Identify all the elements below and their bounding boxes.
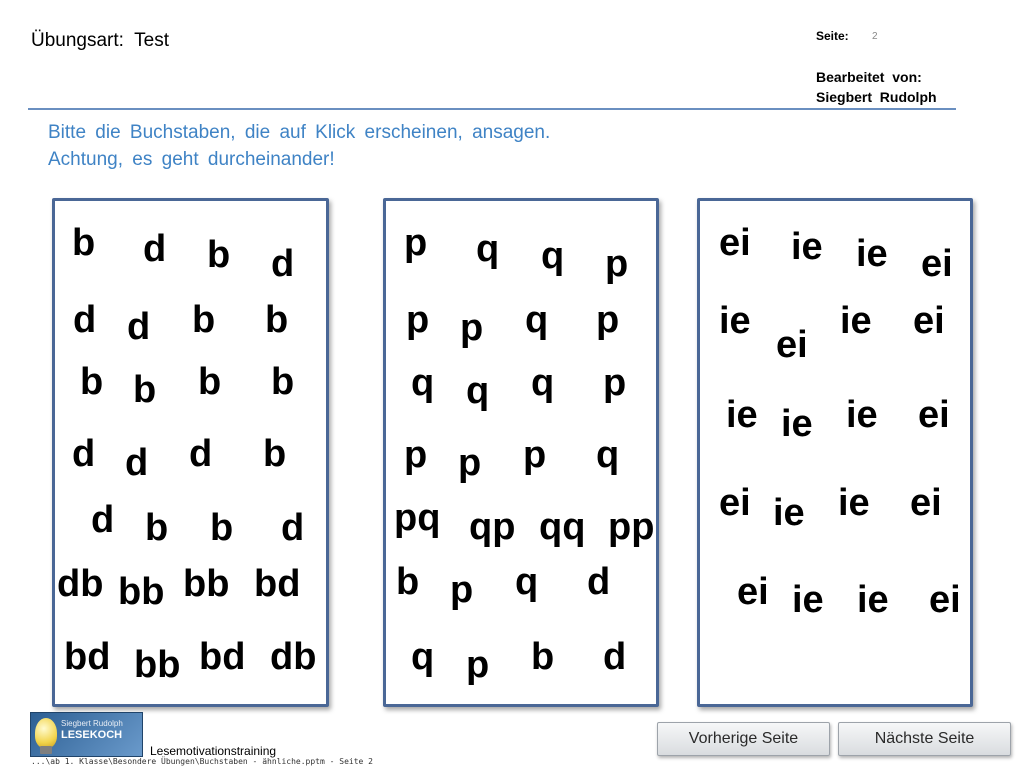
letter-item[interactable]: ie xyxy=(781,403,813,445)
letter-item[interactable]: ie xyxy=(840,300,872,342)
letter-item[interactable]: ie xyxy=(838,482,870,524)
logo-title: LESEKOCH xyxy=(61,729,123,741)
letter-box-p-q xyxy=(383,198,659,707)
letter-item[interactable]: b xyxy=(72,222,96,264)
letter-item[interactable]: b xyxy=(396,561,420,603)
letter-box-b-d xyxy=(52,198,329,707)
letter-item[interactable]: q xyxy=(531,362,555,404)
letter-item[interactable]: p xyxy=(460,307,484,349)
instruction-line-2: Achtung, es geht durcheinander! xyxy=(48,149,335,170)
letter-item[interactable]: p xyxy=(466,644,490,686)
letter-item[interactable]: p xyxy=(450,569,474,611)
letter-item[interactable]: ie xyxy=(792,579,824,621)
file-path: ...\ab 1. Klasse\Besondere Übungen\Buchstaben - ähnliche.pptm - Seite 2 xyxy=(31,757,373,766)
letter-item[interactable]: bb xyxy=(134,644,181,686)
letter-item[interactable]: d xyxy=(72,433,96,475)
letter-item[interactable]: p xyxy=(603,362,627,404)
exercise-type-value: Test xyxy=(134,30,170,51)
letter-item[interactable]: b xyxy=(531,636,555,678)
letter-item[interactable]: ie xyxy=(856,233,888,275)
letter-item[interactable]: d xyxy=(271,243,295,285)
letter-box-ei-ie xyxy=(697,198,973,707)
letter-item[interactable]: b xyxy=(210,507,234,549)
letter-item[interactable]: b xyxy=(207,234,231,276)
program-label: Lesemotivationstraining xyxy=(150,744,277,758)
next-page-button[interactable]: Nächste Seite xyxy=(838,722,1011,756)
letter-item[interactable]: ie xyxy=(773,492,805,534)
letter-item[interactable]: d xyxy=(143,228,167,270)
letter-item[interactable]: q xyxy=(466,370,490,412)
letter-item[interactable]: d xyxy=(73,299,97,341)
letter-item[interactable]: pp xyxy=(608,506,655,548)
exercise-type xyxy=(31,30,169,52)
letter-item[interactable]: d xyxy=(281,507,305,549)
letter-item[interactable]: ei xyxy=(719,222,751,264)
letter-item[interactable]: p xyxy=(404,434,428,476)
letter-item[interactable]: b xyxy=(80,361,104,403)
page-label: Seite: xyxy=(816,29,849,43)
letter-item[interactable]: ie xyxy=(857,579,889,621)
letter-item[interactable]: ei xyxy=(918,394,950,436)
letter-item[interactable]: ei xyxy=(776,324,808,366)
letter-item[interactable]: ie xyxy=(846,394,878,436)
letter-item[interactable]: d xyxy=(127,306,151,348)
logo-author: Siegbert Rudolph xyxy=(61,719,123,728)
previous-page-button[interactable]: Vorherige Seite xyxy=(657,722,830,756)
letter-item[interactable]: q xyxy=(541,235,565,277)
letter-item[interactable]: p xyxy=(458,442,482,484)
letter-item[interactable]: b xyxy=(133,369,157,411)
edited-by-name: Siegbert Rudolph xyxy=(816,89,937,105)
header-divider xyxy=(28,108,956,110)
letter-item[interactable]: q xyxy=(411,636,435,678)
letter-item[interactable]: bd xyxy=(64,636,111,678)
letter-item[interactable]: bd xyxy=(254,563,301,605)
letter-item[interactable]: ie xyxy=(719,300,751,342)
lesekoch-logo xyxy=(30,712,143,757)
letter-item[interactable]: b xyxy=(265,299,289,341)
letter-item[interactable]: ei xyxy=(719,482,751,524)
letter-item[interactable]: d xyxy=(189,433,213,475)
letter-item[interactable]: q xyxy=(525,299,549,341)
letter-item[interactable]: ei xyxy=(921,243,953,285)
letter-item[interactable]: db xyxy=(270,636,317,678)
lightbulb-base-icon xyxy=(40,746,52,754)
letter-item[interactable]: b xyxy=(263,433,287,475)
letter-item[interactable]: ie xyxy=(726,394,758,436)
letter-item[interactable]: pq xyxy=(394,497,441,539)
letter-item[interactable]: qq xyxy=(539,506,586,548)
instructions xyxy=(48,119,660,173)
letter-item[interactable]: d xyxy=(125,442,149,484)
letter-item[interactable]: bb xyxy=(183,563,230,605)
letter-item[interactable]: p xyxy=(605,243,629,285)
letter-item[interactable]: d xyxy=(91,499,115,541)
letter-item[interactable]: ei xyxy=(913,300,945,342)
page-number: 2 xyxy=(872,31,878,42)
letter-item[interactable]: q xyxy=(596,434,620,476)
letter-item[interactable]: b xyxy=(271,361,295,403)
edited-by-label: Bearbeitet von: xyxy=(816,69,922,85)
instruction-line-1: Bitte die Buchstaben, die auf Klick erscheinen, ansagen. xyxy=(48,122,551,143)
letter-item[interactable]: b xyxy=(192,299,216,341)
letter-item[interactable]: ei xyxy=(910,482,942,524)
letter-item[interactable]: p xyxy=(406,299,430,341)
letter-item[interactable]: qp xyxy=(469,506,516,548)
letter-item[interactable]: q xyxy=(411,362,435,404)
letter-item[interactable]: ie xyxy=(791,226,823,268)
letter-item[interactable]: ei xyxy=(929,579,961,621)
letter-item[interactable]: d xyxy=(603,636,627,678)
letter-item[interactable]: b xyxy=(198,361,222,403)
lightbulb-icon xyxy=(35,718,57,748)
letter-item[interactable]: d xyxy=(587,561,611,603)
edited-by xyxy=(816,67,937,107)
letter-item[interactable]: bb xyxy=(118,571,165,613)
letter-item[interactable]: ei xyxy=(737,571,769,613)
letter-item[interactable]: b xyxy=(145,507,169,549)
letter-item[interactable]: db xyxy=(57,563,104,605)
letter-item[interactable]: p xyxy=(404,222,428,264)
letter-item[interactable]: q xyxy=(515,561,539,603)
letter-item[interactable]: bd xyxy=(199,636,246,678)
letter-item[interactable]: q xyxy=(476,228,500,270)
letter-item[interactable]: p xyxy=(523,434,547,476)
exercise-type-label: Übungsart: xyxy=(31,30,124,51)
letter-item[interactable]: p xyxy=(596,299,620,341)
